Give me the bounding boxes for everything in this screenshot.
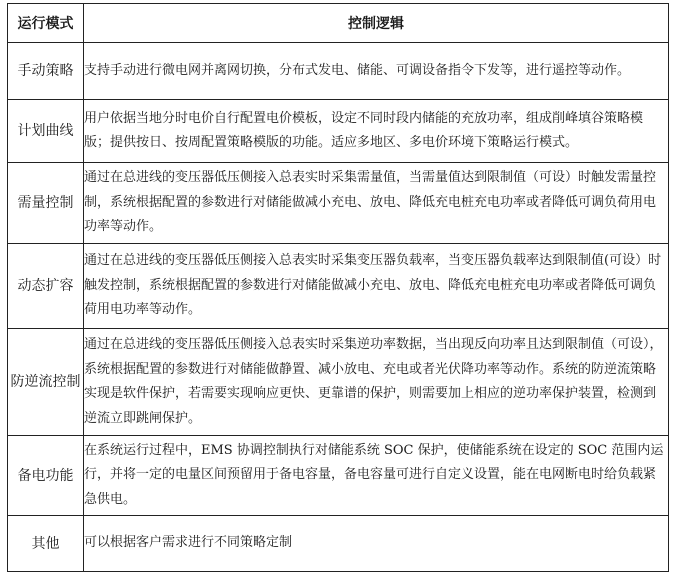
table-row [8,244,669,329]
table-row [8,43,669,100]
row-logic: 可以根据客户需求进行不同策略定制 [84,516,669,572]
header-mode: 运行模式 [8,4,84,43]
row-mode: 需量控制 [8,163,84,244]
row-logic: 通过在总进线的变压器低压侧接入总表实时采集变压器负载率，当变压器负载率达到限制值(可设）时触发控制，系统根据配置的参数进行对储能做减小充电、放电、降低充电桩充电功率或者降低可调负荷用电功率等动作。 [84,244,669,329]
row-logic: 用户依据当地分时电价自行配置电价模板，设定不同时段内储能的充放功率，组成削峰填谷策略模版；提供按日、按周配置策略模版的功能。适应多地区、多电价环境下策略运行模式。 [84,100,669,163]
row-mode: 其他 [8,516,84,572]
row-mode: 防逆流控制 [8,329,84,436]
table-row [8,100,669,163]
control-strategy-table [7,3,669,572]
row-logic: 通过在总进线的变压器低压侧接入总表实时采集需量值，当需量值达到限制值（可设）时触发需量控制，系统根据配置的参数进行对储能做减小充电、放电、降低充电桩充电功率或者降低可调负荷用电功率等动作。 [84,163,669,244]
row-logic: 通过在总进线的变压器低压侧接入总表实时采集逆功率数据，当出现反向功率且达到限制值（可设），系统根据配置的参数进行对储能做静置、减小放电、充电或者光伏降功率等动作。系统的防逆流策略实现是软件保护，若需要实现响应更快、更靠谱的保护，则需要加上相应的逆功率保护装置，检测到逆流立即跳闸保护。 [84,329,669,436]
table-row [8,329,669,436]
row-mode: 手动策略 [8,43,84,100]
row-logic: 在系统运行过程中，EMS 协调控制执行对储能系统 SOC 保护，使储能系统在设定的 SOC 范围内运行，并将一定的电量区间预留用于备电容量，备电容量可进行自定义设置，能在电网断电时给负载紧急供电。 [84,436,669,516]
table-row [8,163,669,244]
row-mode: 计划曲线 [8,100,84,163]
table-row [8,516,669,572]
table-row [8,436,669,516]
row-mode: 备电功能 [8,436,84,516]
row-mode: 动态扩容 [8,244,84,329]
table-header-row [8,4,669,43]
header-logic: 控制逻辑 [84,4,669,43]
row-logic: 支持手动进行微电网并离网切换，分布式发电、储能、可调设备指令下发等，进行遥控等动作。 [84,43,669,100]
